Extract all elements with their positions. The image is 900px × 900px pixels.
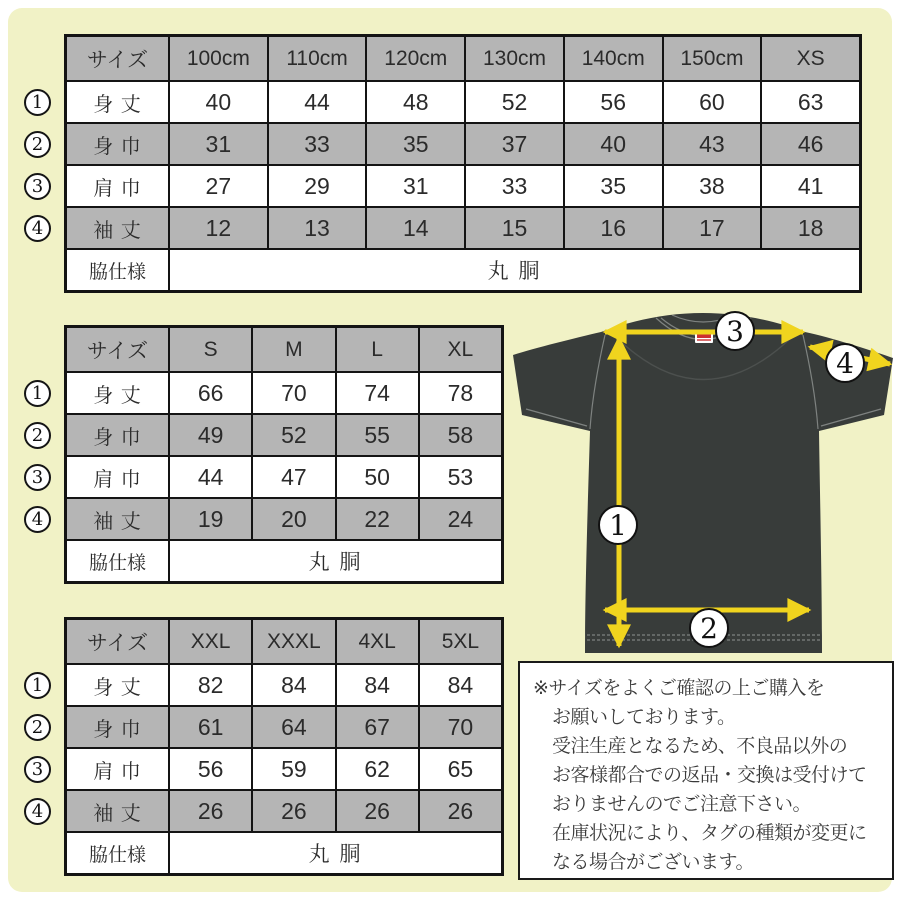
size-column-header: L xyxy=(337,328,418,371)
size-value-cell: 15 xyxy=(466,208,563,248)
size-column-header: S xyxy=(170,328,251,371)
size-value-cell: 20 xyxy=(253,499,334,539)
size-value-cell: 50 xyxy=(337,457,418,497)
size-value-cell: 37 xyxy=(466,124,563,164)
size-value-cell: 47 xyxy=(253,457,334,497)
size-column-header: 4XL xyxy=(337,620,418,663)
size-column-header: M xyxy=(253,328,334,371)
size-value-cell: 56 xyxy=(170,749,251,789)
size-value-cell: 19 xyxy=(170,499,251,539)
size-value-cell: 53 xyxy=(420,457,501,497)
measure-label: 身 巾 xyxy=(67,124,168,164)
size-value-cell: 46 xyxy=(762,124,859,164)
size-column-header: 110cm xyxy=(269,37,366,80)
circled-row-number-1: 1 xyxy=(24,89,51,116)
measure-label: 身 巾 xyxy=(67,707,168,747)
size-value-cell: 16 xyxy=(565,208,662,248)
size-column-header: 100cm xyxy=(170,37,267,80)
circled-row-number-4: 4 xyxy=(24,215,51,242)
side-spec-label: 脇仕様 xyxy=(67,833,168,873)
marker-2-label: 2 xyxy=(700,612,718,645)
size-value-cell: 35 xyxy=(367,124,464,164)
size-value-cell: 84 xyxy=(337,665,418,705)
size-value-cell: 40 xyxy=(170,82,267,122)
note-line: お願いしております。 xyxy=(552,707,736,728)
circled-row-number-4: 4 xyxy=(24,506,51,533)
circled-row-number-4: 4 xyxy=(24,798,51,825)
note-line: なる場合がございます。 xyxy=(552,852,754,873)
note-line: おりませんのでご注意下さい。 xyxy=(552,794,812,815)
size-value-cell: 31 xyxy=(367,166,464,206)
measure-label: 袖 丈 xyxy=(67,791,168,831)
size-column-header: 130cm xyxy=(466,37,563,80)
measure-label: 身 丈 xyxy=(67,82,168,122)
measure-label: 袖 丈 xyxy=(67,499,168,539)
size-value-cell: 44 xyxy=(170,457,251,497)
size-value-cell: 14 xyxy=(367,208,464,248)
size-value-cell: 29 xyxy=(269,166,366,206)
circled-row-number-3: 3 xyxy=(24,756,51,783)
size-value-cell: 67 xyxy=(337,707,418,747)
size-value-cell: 27 xyxy=(170,166,267,206)
size-value-cell: 33 xyxy=(466,166,563,206)
size-value-cell: 31 xyxy=(170,124,267,164)
size-value-cell: 78 xyxy=(420,373,501,413)
measure-label: 袖 丈 xyxy=(67,208,168,248)
note-line: 受注生産となるため、不良品以外の xyxy=(552,736,848,757)
size-value-cell: 35 xyxy=(565,166,662,206)
size-value-cell: 49 xyxy=(170,415,251,455)
marker-4-label: 4 xyxy=(836,347,854,380)
size-table-adult xyxy=(24,325,498,585)
size-value-cell: 26 xyxy=(420,791,501,831)
size-value-cell: 82 xyxy=(170,665,251,705)
size-column-header: XXXL xyxy=(253,620,334,663)
size-value-cell: 64 xyxy=(253,707,334,747)
size-column-header: 140cm xyxy=(565,37,662,80)
size-value-cell: 26 xyxy=(253,791,334,831)
circled-row-number-3: 3 xyxy=(24,173,51,200)
size-value-cell: 24 xyxy=(420,499,501,539)
size-value-cell: 70 xyxy=(420,707,501,747)
circled-row-number-1: 1 xyxy=(24,672,51,699)
size-value-cell: 59 xyxy=(253,749,334,789)
size-column-header: XS xyxy=(762,37,859,80)
size-table-grid xyxy=(64,617,504,876)
size-value-cell: 60 xyxy=(664,82,761,122)
size-value-cell: 44 xyxy=(269,82,366,122)
size-value-cell: 62 xyxy=(337,749,418,789)
size-table-grid xyxy=(64,325,504,584)
size-column-header: 150cm xyxy=(664,37,761,80)
size-value-cell: 13 xyxy=(269,208,366,248)
size-value-cell: 84 xyxy=(253,665,334,705)
size-value-cell: 12 xyxy=(170,208,267,248)
size-table-title: サイズ xyxy=(67,328,168,371)
size-value-cell: 61 xyxy=(170,707,251,747)
size-table-title: サイズ xyxy=(67,37,168,80)
size-value-cell: 58 xyxy=(420,415,501,455)
size-value-cell: 52 xyxy=(466,82,563,122)
size-value-cell: 40 xyxy=(565,124,662,164)
note-line: 在庫状況により、タグの種類が変更に xyxy=(552,823,867,844)
size-value-cell: 43 xyxy=(664,124,761,164)
size-value-cell: 22 xyxy=(337,499,418,539)
size-value-cell: 26 xyxy=(337,791,418,831)
measure-label: 肩 巾 xyxy=(67,749,168,789)
size-value-cell: 41 xyxy=(762,166,859,206)
marker-2-circle xyxy=(690,609,728,647)
size-table-title: サイズ xyxy=(67,620,168,663)
purchase-note-box xyxy=(518,661,894,880)
size-value-cell: 74 xyxy=(337,373,418,413)
note-line: お客様都合での返品・交換は受付けて xyxy=(552,765,867,786)
measure-label: 身 巾 xyxy=(67,415,168,455)
row-number-gutter xyxy=(24,325,64,585)
circled-row-number-1: 1 xyxy=(24,380,51,407)
size-column-header: XL xyxy=(420,328,501,371)
marker-4-circle xyxy=(826,344,864,382)
size-table-grid xyxy=(64,34,862,293)
size-column-header: 5XL xyxy=(420,620,501,663)
measure-label: 身 丈 xyxy=(67,373,168,413)
size-value-cell: 56 xyxy=(565,82,662,122)
size-value-cell: 26 xyxy=(170,791,251,831)
size-value-cell: 18 xyxy=(762,208,859,248)
size-value-cell: 63 xyxy=(762,82,859,122)
circled-row-number-2: 2 xyxy=(24,714,51,741)
side-spec-value: 丸 胴 xyxy=(170,250,859,290)
size-value-cell: 17 xyxy=(664,208,761,248)
size-value-cell: 70 xyxy=(253,373,334,413)
side-spec-value: 丸 胴 xyxy=(170,833,501,873)
size-table-kids xyxy=(24,34,856,294)
measure-label: 肩 巾 xyxy=(67,457,168,497)
size-value-cell: 66 xyxy=(170,373,251,413)
size-value-cell: 52 xyxy=(253,415,334,455)
marker-3-circle xyxy=(716,312,754,350)
size-value-cell: 65 xyxy=(420,749,501,789)
tshirt-diagram xyxy=(513,306,894,658)
measure-label: 肩 巾 xyxy=(67,166,168,206)
size-value-cell: 38 xyxy=(664,166,761,206)
row-number-gutter xyxy=(24,34,64,294)
marker-1-circle xyxy=(599,506,637,544)
marker-3-label: 3 xyxy=(726,315,744,348)
measure-label: 身 丈 xyxy=(67,665,168,705)
size-column-header: 120cm xyxy=(367,37,464,80)
size-value-cell: 33 xyxy=(269,124,366,164)
size-table-big xyxy=(24,617,498,877)
side-spec-label: 脇仕様 xyxy=(67,250,168,290)
circled-row-number-2: 2 xyxy=(24,422,51,449)
row-number-gutter xyxy=(24,617,64,877)
size-column-header: XXL xyxy=(170,620,251,663)
size-value-cell: 84 xyxy=(420,665,501,705)
circled-row-number-2: 2 xyxy=(24,131,51,158)
note-line: ※サイズをよくご確認の上ご購入を xyxy=(533,678,825,699)
marker-1-label: 1 xyxy=(609,509,627,542)
circled-row-number-3: 3 xyxy=(24,464,51,491)
side-spec-value: 丸 胴 xyxy=(170,541,501,581)
side-spec-label: 脇仕様 xyxy=(67,541,168,581)
size-value-cell: 48 xyxy=(367,82,464,122)
size-value-cell: 55 xyxy=(337,415,418,455)
